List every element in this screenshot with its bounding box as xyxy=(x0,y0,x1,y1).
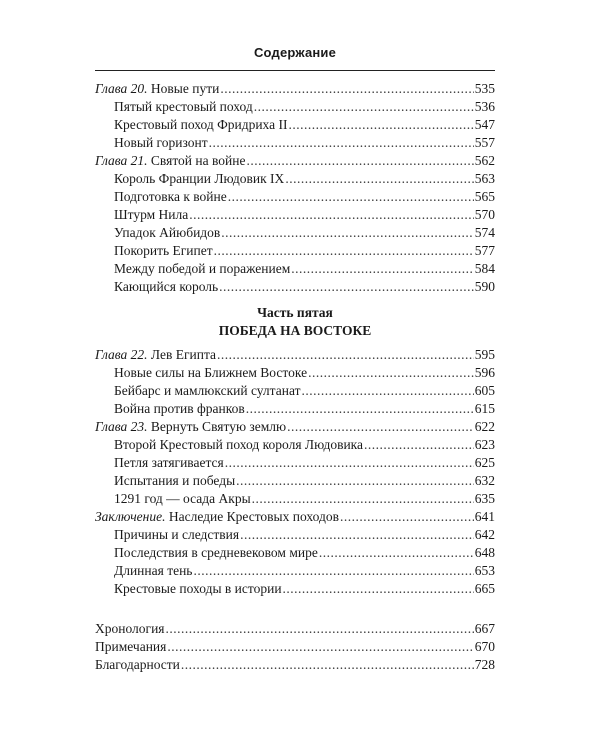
entry-title-text: Лев Египта xyxy=(150,347,217,362)
leader-dots xyxy=(236,472,474,490)
part-label: Часть пятая xyxy=(257,305,333,320)
chapter-label: Заключение. xyxy=(95,509,166,524)
entry-title xyxy=(95,508,339,526)
entry-title-text: Длинная тень xyxy=(114,563,193,578)
header-rule xyxy=(95,70,495,71)
leader-dots xyxy=(240,526,474,544)
table-of-contents xyxy=(95,80,495,674)
entry-title xyxy=(114,454,224,472)
page-number: 590 xyxy=(474,279,495,294)
entry-title xyxy=(95,638,166,656)
toc-subentry xyxy=(95,472,495,490)
page-number: 641 xyxy=(474,509,495,524)
entry-title xyxy=(114,382,300,400)
entry-title xyxy=(114,490,251,508)
entry-title-text: Упадок Айюбидов xyxy=(114,225,221,240)
page-number: 635 xyxy=(474,491,495,506)
toc-subentry xyxy=(95,188,495,206)
leader-dots xyxy=(225,454,474,472)
page-number: 653 xyxy=(474,563,495,578)
entry-title-text: Благодарности xyxy=(95,657,180,672)
entry-title xyxy=(114,134,208,152)
page-number: 623 xyxy=(474,437,495,452)
section-gap xyxy=(95,598,495,620)
leader-dots xyxy=(301,382,473,400)
page-number: 562 xyxy=(474,153,495,168)
leader-dots xyxy=(221,224,473,242)
entry-title-text: Испытания и победы xyxy=(114,473,236,488)
running-head: Содержание xyxy=(253,45,337,60)
toc-section-appendix xyxy=(95,620,495,674)
page-number: 648 xyxy=(474,545,495,560)
toc-subentry xyxy=(95,544,495,562)
page-number: 535 xyxy=(474,81,495,96)
entry-title-text: Последствия в средневековом мире xyxy=(114,545,318,560)
page-number: 574 xyxy=(474,225,495,240)
toc-subentry xyxy=(95,364,495,382)
entry-title xyxy=(95,152,245,170)
leader-dots xyxy=(364,436,474,454)
entry-title xyxy=(114,278,218,296)
toc-subentry xyxy=(95,278,495,296)
leader-dots xyxy=(166,620,474,638)
page-number: 563 xyxy=(474,171,495,186)
entry-title xyxy=(114,206,188,224)
entry-title-text: Бейбарс и мамлюкский султанат xyxy=(114,383,301,398)
entry-title xyxy=(95,80,219,98)
toc-subentry xyxy=(95,98,495,116)
entry-title xyxy=(114,116,287,134)
leader-dots xyxy=(246,400,474,418)
entry-title xyxy=(114,98,253,116)
entry-title-text: Между победой и поражением xyxy=(114,261,291,276)
page-number: 665 xyxy=(474,581,495,596)
entry-title-text: Крестовый поход Фридриха II xyxy=(114,117,288,132)
entry-title xyxy=(95,346,216,364)
chapter-label: Глава 20. xyxy=(95,81,148,96)
page-number: 670 xyxy=(474,639,495,654)
toc-subentry xyxy=(95,454,495,472)
leader-dots xyxy=(181,656,474,674)
toc-chapter-entry xyxy=(95,508,495,526)
leader-dots xyxy=(228,188,474,206)
leader-dots xyxy=(340,508,474,526)
leader-dots xyxy=(214,242,474,260)
entry-title xyxy=(95,620,165,638)
entry-title xyxy=(114,260,290,278)
entry-title-text: Второй Крестовый поход короля Людовика xyxy=(114,437,364,452)
toc-subentry xyxy=(95,400,495,418)
entry-title xyxy=(95,418,286,436)
leader-dots xyxy=(252,490,474,508)
toc-subentry xyxy=(95,436,495,454)
leader-dots xyxy=(283,580,474,598)
toc-section-part-five xyxy=(95,346,495,598)
entry-title-text: Крестовые походы в истории xyxy=(114,581,282,596)
chapter-label: Глава 22. xyxy=(95,347,148,362)
toc-subentry xyxy=(95,490,495,508)
leader-dots xyxy=(254,98,474,116)
entry-title xyxy=(114,544,318,562)
toc-chapter-entry xyxy=(95,656,495,674)
entry-title xyxy=(114,526,239,544)
entry-title-text: Вернуть Святую землю xyxy=(150,419,287,434)
toc-chapter-entry xyxy=(95,346,495,364)
page-number: 632 xyxy=(474,473,495,488)
chapter-label: Глава 21. xyxy=(95,153,148,168)
page-number: 667 xyxy=(474,621,495,636)
toc-chapter-entry xyxy=(95,80,495,98)
toc-subentry xyxy=(95,206,495,224)
entry-title xyxy=(114,364,307,382)
entry-title xyxy=(114,242,213,260)
leader-dots xyxy=(246,152,473,170)
entry-title xyxy=(114,170,284,188)
page-number: 642 xyxy=(474,527,495,542)
toc-section-part-four xyxy=(95,80,495,296)
toc-subentry xyxy=(95,580,495,598)
leader-dots xyxy=(189,206,473,224)
entry-title-text: Новые пути xyxy=(150,81,220,96)
entry-title-text: Петля затягивается xyxy=(114,455,224,470)
page-number: 536 xyxy=(474,99,495,114)
toc-subentry xyxy=(95,242,495,260)
leader-dots xyxy=(288,116,473,134)
page-number: 728 xyxy=(474,657,495,672)
entry-title-text: Причины и следствия xyxy=(114,527,240,542)
toc-chapter-entry xyxy=(95,620,495,638)
leader-dots xyxy=(319,544,474,562)
page-number: 547 xyxy=(474,117,495,132)
entry-title-text: Кающийся король xyxy=(114,279,219,294)
entry-title-text: Новый горизонт xyxy=(114,135,208,150)
page-number: 584 xyxy=(474,261,495,276)
entry-title-text: 1291 год — осада Акры xyxy=(114,491,251,506)
page-number: 596 xyxy=(474,365,495,380)
entry-title xyxy=(95,656,180,674)
entry-title-text: Примечания xyxy=(95,639,167,654)
toc-chapter-entry xyxy=(95,418,495,436)
entry-title-text: Наследие Крестовых походов xyxy=(168,509,339,524)
page-number: 615 xyxy=(474,401,495,416)
page-number: 557 xyxy=(474,135,495,150)
leader-dots xyxy=(219,278,474,296)
leader-dots xyxy=(167,638,473,656)
leader-dots xyxy=(291,260,473,278)
chapter-label: Глава 23. xyxy=(95,419,148,434)
toc-subentry xyxy=(95,116,495,134)
entry-title-text: Хронология xyxy=(95,621,165,636)
toc-subentry xyxy=(95,526,495,544)
leader-dots xyxy=(217,346,474,364)
entry-title xyxy=(114,436,363,454)
entry-title-text: Война против франков xyxy=(114,401,245,416)
entry-title xyxy=(114,188,227,206)
entry-title-text: Подготовка к войне xyxy=(114,189,227,204)
toc-chapter-entry xyxy=(95,152,495,170)
page-number: 595 xyxy=(474,347,495,362)
entry-title xyxy=(114,580,282,598)
toc-subentry xyxy=(95,260,495,278)
part-title: ПОБЕДА НА ВОСТОКЕ xyxy=(218,323,372,338)
entry-title xyxy=(114,400,245,418)
leader-dots xyxy=(220,80,473,98)
page-number: 625 xyxy=(474,455,495,470)
entry-title-text: Покорить Египет xyxy=(114,243,213,258)
leader-dots xyxy=(308,364,474,382)
leader-dots xyxy=(287,418,474,436)
toc-subentry xyxy=(95,170,495,188)
leader-dots xyxy=(209,134,474,152)
page-number: 622 xyxy=(474,419,495,434)
toc-subentry xyxy=(95,224,495,242)
leader-dots xyxy=(193,562,473,580)
toc-chapter-entry xyxy=(95,638,495,656)
page-number: 565 xyxy=(474,189,495,204)
toc-subentry xyxy=(95,134,495,152)
page-number: 577 xyxy=(474,243,495,258)
toc-subentry xyxy=(95,562,495,580)
entry-title-text: Король Франции Людовик IX xyxy=(114,171,285,186)
page-number: 570 xyxy=(474,207,495,222)
entry-title-text: Пятый крестовый поход xyxy=(114,99,253,114)
entry-title-text: Новые силы на Ближнем Востоке xyxy=(114,365,308,380)
page-number: 605 xyxy=(474,383,495,398)
entry-title xyxy=(114,562,192,580)
entry-title xyxy=(114,224,220,242)
entry-title xyxy=(114,472,235,490)
toc-subentry xyxy=(95,382,495,400)
leader-dots xyxy=(285,170,473,188)
entry-title-text: Святой на войне xyxy=(150,153,246,168)
entry-title-text: Штурм Нила xyxy=(114,207,189,222)
